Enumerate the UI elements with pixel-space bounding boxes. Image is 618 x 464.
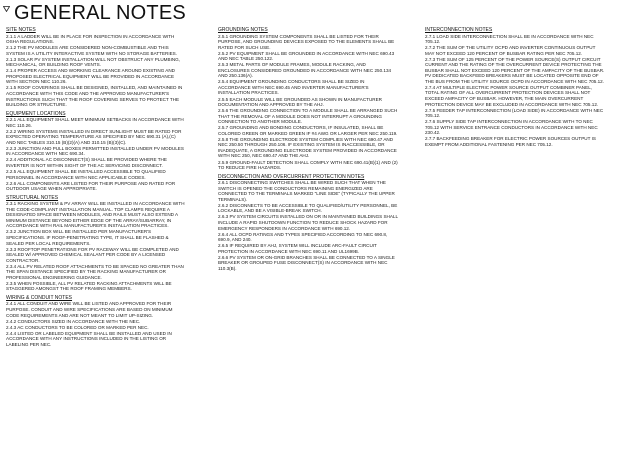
note-paragraph: 2.4.2 CONDUCTORS SIZED IN ACCORDANCE WITH THE NEC. [6, 318, 141, 324]
note-paragraph: 2.2.5 ALL EQUIPMENT SHALL BE INSTALLED ACCESSIBLE TO QUALIFIED PERSONNEL IN ACCORDANCE WITH NEC APPLICABLE CODES. [6, 169, 166, 180]
notes-section [6, 27, 186, 108]
note-paragraph: 2.7.3 THE SUM OF 125 PERCENT OF THE POWER SOURCE(S) OUTPUT CIRCUIT CURRENT AND THE RATING OF THE OVERCURRENT DEVICE PROTECTING THE BUSBAR SHALL NOT EXCEED 120 PERCENT OF THE AMPACITY OF THE BUSBAR. PV DEDICATED BACKFEED BREAKERS MUST BE LOCATED OPPOSITE END OF THE BUS FROM THE UTILITY SOURCE OCPD IN ACCORDANCE WITH NEC 705.12. [425, 56, 605, 84]
section-heading: GROUNDING NOTES [218, 27, 268, 33]
note-paragraph: 2.1.5 ROOF COVERINGS SHALL BE DESIGNED, INSTALLED, AND MAINTAINED IN ACCORDANCE WITH THIS CODE AND THE APPROVED MANUFACTURER'S INSTRUCTIONS SUCH THAT THE ROOF COVERING SERVES TO PROTECT THE BUILDING OR STRUCTURE. [6, 85, 183, 108]
note-paragraph: 2.7.5 FEEDER TAP INTERCONNECTION (LOAD SIDE) IN ACCORDANCE WITH NEC 705.12. [425, 107, 604, 119]
note-paragraph: 2.6.4 ALL OCPD RATINGS AND TYPES SPECIFIED ACCORDING TO NEC 690.8, 690.9, AND 240. [218, 231, 388, 243]
notes-section [425, 27, 605, 147]
note-paragraph: 2.2.2 WIRING SYSTEMS INSTALLED IN DIRECT SUNLIGHT MUST BE RATED FOR EXPECTED OPERATING TEMPERATURE AS SPECIFIED BY NEC 690.31 (A),(C) AND NEC TABLES 310.15 (B)(2)(A) AND 310.15 (B)(3)(C). [6, 128, 182, 145]
note-paragraph: 2.4.1 ALL CONDUIT AND WIRE WILL BE LISTED AND APPROVED FOR THEIR PURPOSE. CONDUIT AND WIRE SPECIFICATIONS ARE BASED ON MINIMUM CODE REQUIREMENTS AND ARE NOT MEANT TO LIMIT UP-SIZING. [6, 301, 173, 318]
note-paragraph: 2.2.6 ALL COMPONENTS ARE LISTED FOR THEIR PURPOSE AND RATED FOR OUTDOOR USAGE WHEN APPROPRIATE. [6, 180, 176, 192]
note-paragraph: 2.6.3 PV SYSTEM CIRCUITS INSTALLED ON OR IN MAINTAINED BUILDINGS SHALL INCLUDE A RAPID SHUTDOWN FUNCTION TO REDUCE SHOCK HAZARD FOR EMERGENCY RESPONDERS IN ACCORDANCE WITH 690.12. [218, 214, 398, 231]
note-paragraph: 2.6.1 DISCONNECTING SWITCHES SHALL BE WIRED SUCH THAT WHEN THE SWITCH IS OPENED THE CONDUCTORS REMAINING ENERGIZED ARE CONNECTED TO THE TERMINALS MARKED "LINE SIDE" (TYPICALLY THE UPPER TERMINALS). [218, 180, 395, 202]
note-paragraph: 2.2.3 JUNCTION AND PULL BOXES PERMITTED INSTALLED UNDER PV MODULES IN ACCORDANCE WITH NEC 690.34. [6, 145, 184, 157]
notes-section [6, 195, 186, 292]
note-paragraph: 2.1.4 PROPER ACCESS AND WORKING CLEARANCE AROUND EXISTING AND PROPOSED ELECTRICAL EQUIPMENT WILL BE PROVIDED IN ACCORDANCE WITH SECTION NEC 110.26. [6, 68, 175, 85]
note-paragraph: 2.3.5 WHEN POSSIBLE, ALL PV RELATED RACKING ATTACHMENTS WILL BE STAGGERED AMONGST THE ROOF FRAMING MEMBERS. [6, 280, 172, 292]
note-paragraph: 2.5.2 PV EQUIPMENT SHALL BE GROUNDED IN ACCORDANCE WITH NEC 690.43 AND NEC TABLE 250.122. [218, 50, 395, 62]
note-paragraph: 2.4.4 LISTED OR LABELED EQUIPMENT SHALL BE INSTALLED AND USED IN ACCORDANCE WITH ANY INSTRUCTIONS INCLUDED IN THE LISTING OR LABELING PER NEC. [6, 330, 172, 347]
notes-column-2 [218, 27, 398, 459]
section-heading: STRUCTURAL NOTES [6, 194, 59, 201]
note-paragraph: 2.5.6 THE GROUNDING CONNECTION TO A MODULE SHALL BE ARRANGED SUCH THAT THE REMOVAL OF A MODULE DOES NOT INTERRUPT A GROUNDING CONNECTION TO ANOTHER MODULE. [218, 108, 398, 125]
note-paragraph: 2.3.1 RACKING SYSTEM & PV ARRAY WILL BE INSTALLED IN ACCORDANCE WITH THE CODE-COMPLIANT INSTALLATION MANUAL. TOP CLAMPS REQUIRE A DESIGNATED SPACE BETWEEN MODULES, AND RAILS MUST ALSO EXTEND A MINIMUM DISTANCE BEYOND EITHER EDGE OF THE ARRAY/SUBARRAY, IN ACCORDANCE WITH RAIL MANUFACTURER'S INSTALLATION PRACTICES. [6, 201, 185, 229]
note-paragraph: 2.2.4 ADDITIONAL AC DISCONNECT(S) SHALL BE PROVIDED WHERE THE INVERTER IS NOT WITHIN SIGHT OF THE AC SERVICING DISCONNECT. [6, 157, 167, 168]
note-paragraph: 2.5.4 EQUIPMENT GROUNDING CONDUCTORS SHALL BE SIZED IN ACCORDANCE WITH NEC 690.45 AND INVERTER MANUFACTURER'S INSTALLATION PRACTICES. [218, 79, 369, 96]
note-paragraph: 2.3.4 ALL PV RELATED ROOF ATTACHMENTS TO BE SPACED NO GREATER THAN THE SPAN DISTANCE SPECIFIED BY THE RACKING MANUFACTURER OR PROFESSIONAL ENGINEERING GUIDANCE. [6, 263, 184, 280]
note-paragraph: 2.6.6 PV SYSTEM OR ON-GRID BRANCHES SHALL BE CONNECTED TO A SINGLE BREAKER OR GROUPED FUSE DISCONNECT(S) IN ACCORDANCE WITH NEC 110.3(B). [218, 254, 395, 271]
note-paragraph: 2.6.5 IF REQUIRED BY AHJ, SYSTEM WILL INCLUDE ARC-FAULT CIRCUIT PROTECTION IN ACCORDANCE WITH NEC 690.11 AND UL1699B. [218, 243, 377, 254]
notes-section [218, 27, 398, 171]
section-heading: SITE NOTES [6, 27, 36, 33]
note-paragraph: 2.1.2 THE PV MODULES ARE CONSIDERED NON-COMBUSTIBLE AND THIS SYSTEM IS A UTILITY INTERACTIVE SYSTEM WITH NO STORAGE BATTERIES. [6, 45, 178, 56]
section-heading: WIRING & CONDUIT NOTES [6, 294, 73, 301]
note-paragraph: 2.7.7 BACKFEEDING BREAKER FOR ELECTRIC POWER SOURCES OUTPUT IS EXEMPT FROM ADDITIONAL FASTENING PER NEC 705.12. [425, 136, 596, 147]
triangle-marker-icon [3, 6, 10, 12]
section-heading: INTERCONNECTION NOTES [425, 27, 493, 33]
note-paragraph: 2.2.1 ALL EQUIPMENT SHALL MEET MINIMUM SETBACKS IN ACCORDANCE WITH NEC 110.26. [6, 117, 184, 128]
note-paragraph: 2.5.5 EACH MODULE WILL BE GROUNDED AS SHOWN IN MANUFACTURER DOCUMENTATION AND APPROVED BY THE AHJ. [218, 96, 382, 108]
section-heading: DISCONNECTION AND OVERCURRENT PROTECTION NOTES [218, 173, 365, 180]
note-paragraph: 2.7.1 LOAD SIDE INTERCONNECTION SHALL BE IN ACCORDANCE WITH NEC 705.12. [425, 33, 594, 45]
notes-section [6, 111, 186, 192]
note-paragraph: 2.3.2 JUNCTION BOX WILL BE INSTALLED PER MANUFACTURER'S SPECIFICATIONS. IF ROOF-PENETRATING TYPE, IT SHALL BE FLASHED & SEALED PER LOCAL REQUIREMENTS. [6, 229, 169, 246]
note-paragraph: 2.7.4 AT MULTIPLE ELECTRIC POWER SOURCE OUTPUT COMBINER PANEL, TOTAL RATING OF ALL OVERCURRENT PROTECTION DEVICES SHALL NOT EXCEED AMPACITY OF BUSBAR. HOWEVER, THE MAIN OVERCURRENT PROTECTION DEVICE MAY BE EXCLUDED IN ACCORDANCE WITH NEC 705.12. [425, 84, 599, 107]
note-paragraph: 2.5.1 GROUNDING SYSTEM COMPONENTS SHALL BE LISTED FOR THEIR PURPOSE, AND GROUNDING DEVICES EXPOSED TO THE ELEMENTS SHALL BE RATED FOR SUCH USE. [218, 33, 395, 50]
note-paragraph: 2.6.2 DISCONNECTS TO BE ACCESSIBLE TO QUALIFIED/UTILITY PERSONNEL, BE LOCKABLE, AND BE A VISIBLE-BREAK SWITCH. [218, 202, 398, 214]
note-paragraph: 2.7.2 THE SUM OF THE UTILITY OCPD AND INVERTER CONTINUOUS OUTPUT MAY NOT EXCEED 120 PERCENT OF BUSBAR RATING PER NEC 705.12. [425, 45, 596, 56]
notes-section [6, 295, 186, 347]
notes-column-3 [425, 27, 605, 459]
note-paragraph: 2.5.7 GROUNDING AND BONDING CONDUCTORS, IF INSULATED, SHALL BE COLORED GREEN OR MARKED GREEN IF #4 AWG OR LARGER PER NEC 250.119. [218, 125, 398, 136]
page-title: GENERAL NOTES [14, 2, 186, 24]
note-paragraph: 2.5.8 THE GROUNDING ELECTRODE SYSTEM COMPLIES WITH NEC 690.47 AND NEC 250.50 THROUGH 250.106. IF EXISTING SYSTEM IS INACCESSIBLE, OR INADEQUATE, A GROUNDING ELECTRODE SYSTEM PROVIDED IN ACCORDANCE WITH NEC 250, NEC 690.47 AND THE AHJ. [218, 136, 397, 159]
notes-column-1 [6, 27, 186, 459]
note-paragraph: 2.3.3 ROOFTOP PENETRATIONS FOR PV RACEWAY WILL BE COMPLETED AND SEALED W/ APPROVED CHEMICAL SEALANT PER CODE BY A LICENSED CONTRACTOR. [6, 246, 179, 263]
note-paragraph: 2.4.3 AC CONDUCTORS TO BE COLORED OR MARKED PER NEC. [6, 324, 149, 330]
notes-section [218, 174, 398, 272]
note-paragraph: 2.7.6 SUPPLY SIDE TAP INTERCONNECTION IN ACCORDANCE WITH TO NEC 705.12 WITH SERVICE ENTRANCE CONDUCTORS IN ACCORDANCE WITH NEC 230.42. [425, 119, 598, 136]
note-paragraph: 2.1.3 SOLAR PV SYSTEM INSTALLATION WILL NOT OBSTRUCT ANY PLUMBING, MECHANICAL, OR BUILDING ROOF VENTS. [6, 56, 181, 68]
note-paragraph: 2.5.3 METAL PARTS OF MODULE FRAMES, MODULE RACKING, AND ENCLOSURES CONSIDERED GROUNDED IN ACCORDANCE WITH NEC 250.134 AND 250.136(A). [218, 62, 392, 79]
note-paragraph: 2.1.1 A LADDER WILL BE IN PLACE FOR INSPECTION IN ACCORDANCE WITH OSHA REGULATIONS. [6, 33, 175, 45]
note-paragraph: 2.5.9 GROUND-FAULT DETECTION SHALL COMPLY WITH NEC 690.41(B)(1) AND (2) TO REDUCE FIRE HAZARDS. [218, 159, 398, 171]
section-heading: EQUIPMENT LOCATIONS [6, 110, 66, 117]
